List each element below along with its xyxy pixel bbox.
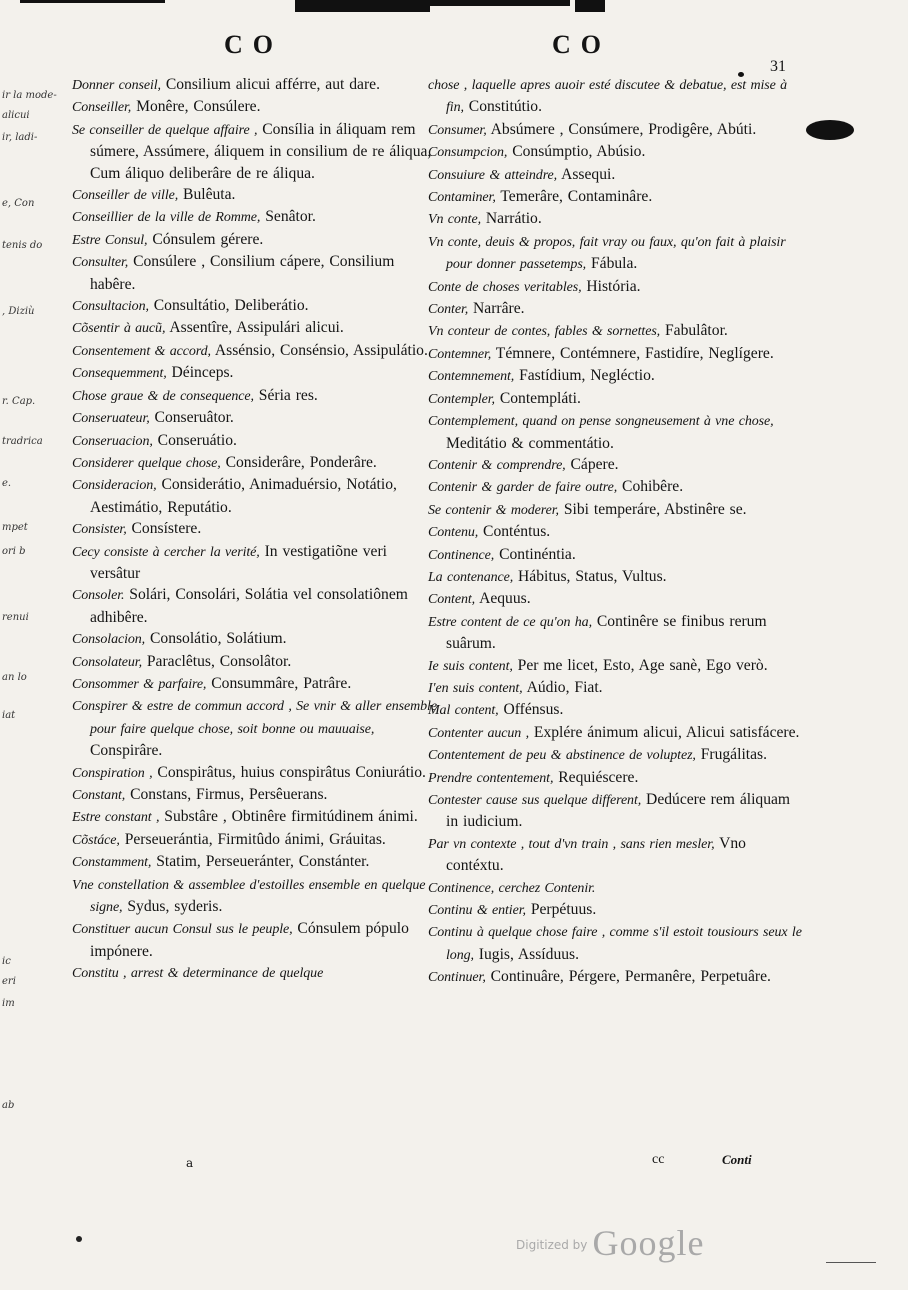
dictionary-entry [428, 789, 804, 833]
french-headword: Consommer & parfaire, [72, 676, 207, 692]
dictionary-entry [72, 317, 438, 339]
french-headword: Conspirer & estre de commun accord , Se vnir & aller ensemble pour faire quelque chose, soit bonne ou mauuaise, [72, 699, 437, 737]
signature-mark: cc [652, 1152, 665, 1167]
margin-note: , Diziù [2, 306, 35, 317]
margin-note: ir la mode- [2, 90, 57, 101]
latin-gloss: Cohibêre. [617, 478, 684, 496]
dictionary-entry [72, 96, 438, 118]
margin-note: ab [2, 1100, 15, 1111]
french-headword: Constant, [72, 788, 126, 803]
latin-gloss: Frugálitas. [695, 746, 767, 764]
margin-note: eri [2, 976, 16, 987]
french-headword: Estre Consul, [72, 232, 148, 248]
dictionary-entry [428, 388, 804, 410]
latin-gloss: Considerâre, Ponderâre. [220, 453, 377, 471]
latin-gloss: História. [581, 277, 641, 295]
margin-note: ir, ladi- [2, 132, 38, 143]
latin-gloss: Temerâre, Contaminâre. [495, 188, 653, 206]
french-headword: Constituer aucun Consul sus le peuple, [72, 922, 293, 938]
french-headword: Conte de choses veritables, [428, 279, 582, 295]
dictionary-entry [428, 566, 804, 588]
latin-gloss: Consúlere , Consilium cápere, Consilium habêre. [90, 253, 395, 293]
dictionary-entry [428, 611, 804, 655]
latin-gloss: Narrâre. [468, 300, 525, 318]
latin-gloss: Constitútio. [463, 98, 543, 116]
french-headword: Contenu, [428, 525, 479, 541]
margin-note: an lo [2, 672, 27, 683]
margin-note: r. Cap. [2, 396, 36, 407]
latin-gloss: Séria res. [253, 386, 318, 404]
dictionary-entry [72, 74, 438, 96]
dictionary-entry [72, 295, 438, 317]
latin-gloss: Sibi temperáre, Abstinêre se. [558, 500, 747, 518]
latin-gloss: Substâre , Obtinêre firmitúdinem ánimi. [159, 808, 418, 826]
dictionary-entry [72, 184, 438, 206]
french-headword: Contentement de peu & abstinence de voluptez, [428, 748, 696, 764]
french-headword: Consumpcion, [428, 145, 508, 161]
dictionary-entry [72, 962, 438, 984]
margin-note: iat [2, 710, 16, 721]
latin-gloss: Statim, Perseueránter, Constánter. [151, 853, 370, 871]
latin-gloss: Offénsus. [498, 701, 564, 719]
dictionary-entry [72, 385, 438, 407]
margin-note: alicui [2, 110, 30, 121]
french-headword: Conseiller, [72, 100, 132, 116]
page-number: 31 [770, 58, 786, 75]
dictionary-entry [428, 119, 804, 141]
french-headword: Mal content, [428, 703, 499, 719]
dictionary-entry [428, 343, 804, 365]
dictionary-entry [428, 833, 804, 877]
latin-gloss: Continéntia. [494, 545, 576, 563]
dictionary-entry [72, 784, 438, 806]
latin-gloss: Consístere. [126, 520, 202, 538]
dictionary-entry [72, 541, 438, 585]
latin-gloss: Consúmptio, Abúsio. [507, 143, 646, 161]
margin-note: mpet [2, 522, 28, 533]
french-headword: Consolacion, [72, 632, 146, 648]
latin-gloss: Consolátio, Solátium. [145, 630, 287, 648]
french-headword: Contemner, [428, 346, 492, 362]
french-headword: Chose graue & de consequence, [72, 388, 254, 404]
margin-note: tradrica [2, 436, 43, 447]
dictionary-entry [428, 899, 804, 921]
latin-gloss: Perseuerántia, Firmitûdo ánimi, Gráuitas. [119, 830, 386, 848]
latin-gloss: Aúdio, Fiat. [522, 678, 603, 696]
dictionary-entry [72, 430, 438, 452]
french-headword: Cecy consiste à cercher la verité, [72, 544, 260, 560]
french-headword: Constitu , arrest & determinance de quelque [72, 966, 324, 982]
latin-gloss: Dedúcere rem áliquam in iudicium. [446, 791, 791, 831]
french-headword: Vne constellation & assemblee d'estoilles ensemble en quelque signe, [72, 877, 426, 916]
french-headword: Prendre contentement, [428, 770, 554, 786]
french-headword: Consolateur, [72, 654, 142, 670]
dictionary-entry [428, 410, 804, 454]
latin-gloss: In vestigatiõne veri versâtur [90, 542, 387, 582]
latin-gloss: Consummâre, Patrâre. [206, 674, 352, 692]
dictionary-entry [72, 829, 438, 851]
french-headword: Conseiller de ville, [72, 188, 179, 204]
french-headword: Cõsentir à aucũ, [72, 321, 166, 337]
french-headword: Conseruateur, [72, 411, 150, 427]
french-headword: Conter, [428, 302, 469, 318]
running-head-left: CO [224, 30, 283, 59]
french-headword: Conseruacion, [72, 433, 153, 449]
latin-gloss: Continêre se finibus rerum suârum. [446, 612, 767, 653]
dictionary-entry [428, 677, 804, 699]
french-headword: Contemnement, [428, 369, 515, 385]
dictionary-entry [72, 407, 438, 429]
dictionary-entry [72, 762, 438, 784]
dictionary-entry [72, 673, 438, 695]
french-headword: Consentement & accord, [72, 343, 211, 359]
french-headword: Contenir & garder de faire outre, [428, 480, 618, 496]
bottom-rule [826, 1262, 876, 1263]
dictionary-entry [72, 474, 438, 518]
dictionary-entry [428, 521, 804, 543]
french-headword: Continence, [428, 547, 495, 563]
french-headword: Consumer, [428, 122, 487, 138]
margin-note: tenis do [2, 240, 43, 251]
dictionary-entry [72, 251, 438, 295]
dictionary-entry [428, 544, 804, 566]
latin-gloss: Contempláti. [494, 389, 581, 407]
latin-gloss: Fabulâtor. [660, 322, 728, 340]
french-headword: Contempler, [428, 391, 495, 407]
ink-dot [76, 1236, 82, 1242]
dictionary-entry [72, 918, 438, 962]
latin-gloss: Cápere. [565, 455, 619, 473]
latin-gloss: Conspirâtus, huius conspirâtus Coniurátio. [152, 763, 426, 781]
dictionary-entry [428, 588, 804, 610]
dictionary-entry [72, 229, 438, 251]
french-headword: Vn conteur de contes, fables & sornettes, [428, 324, 661, 340]
french-headword: Vn conte, deuis & propos, fait vray ou faux, qu'on fait à plaisir pour donner passetemps, [428, 234, 786, 273]
dictionary-entry [428, 966, 804, 988]
latin-gloss: Déinceps. [166, 364, 234, 382]
french-headword: Continu & entier, [428, 903, 526, 919]
catchword-right: Conti [722, 1152, 752, 1167]
french-headword: Continu à quelque chose faire , comme s'il estoit tousiours seux le long, [428, 925, 802, 963]
latin-gloss: Fábula. [586, 255, 638, 273]
dictionary-entry [72, 628, 438, 650]
french-headword: Consultacion, [72, 299, 149, 315]
french-headword: Constamment, [72, 855, 152, 871]
latin-gloss: Consília in áliquam rem súmere, Assúmere, áliquem in consilium de re áliqua, Cum áliquo deliberâre de re áliqua. [90, 120, 432, 182]
right-column [428, 74, 804, 989]
dictionary-entry [428, 74, 804, 119]
french-headword: Consideracion, [72, 478, 157, 494]
left-margin-bleed [0, 60, 57, 1290]
dictionary-entry [72, 851, 438, 873]
latin-gloss: Continuâre, Pérgere, Permanêre, Perpetuâre. [485, 968, 771, 986]
french-headword: Par vn contexte , tout d'vn train , sans rien mesler, [428, 836, 715, 852]
digitized-watermark [516, 1222, 704, 1264]
dictionary-entry [72, 452, 438, 474]
latin-gloss: Considerátio, Animaduérsio, Notátio, Aestimátio, Reputátio. [90, 476, 397, 516]
latin-gloss: Assentîre, Assipulári alicui. [165, 319, 344, 337]
ink-speck [738, 72, 744, 77]
catchword-left: a [186, 1156, 194, 1170]
dictionary-entry [72, 362, 438, 384]
latin-gloss: Per me licet, Esto, Age sanè, Ego verò. [512, 656, 768, 674]
dictionary-entry [428, 476, 804, 498]
dictionary-entry [428, 141, 804, 163]
latin-gloss: Aequus. [475, 590, 531, 608]
french-headword: Consequemment, [72, 366, 167, 382]
latin-gloss: Assénsio, Consénsio, Assipulátio. [210, 341, 428, 359]
latin-gloss: Sydus, syderis. [122, 898, 223, 916]
latin-gloss: Hábitus, Status, Vultus. [513, 567, 667, 585]
margin-note: im [2, 998, 15, 1009]
french-headword: Se contenir & moderer, [428, 502, 559, 518]
dictionary-entry [72, 119, 438, 184]
latin-gloss: Conspirâre. [90, 742, 163, 760]
french-headword: chose , laquelle apres auoir esté discutee & debatue, est mise à fin, [428, 78, 788, 116]
dictionary-entry [428, 454, 804, 476]
dictionary-entry [428, 276, 804, 298]
french-headword: Contenir & comprendre, [428, 457, 566, 473]
french-headword: Continuer, [428, 970, 486, 986]
dictionary-entry [428, 365, 804, 387]
dictionary-entry [72, 206, 438, 228]
french-headword: Estre constant , [72, 810, 160, 826]
dictionary-entry [428, 208, 804, 230]
french-headword: Vn conte, [428, 212, 481, 228]
dictionary-entry [72, 584, 438, 628]
french-headword: Conspiration , [72, 765, 153, 781]
dictionary-entry [428, 655, 804, 677]
running-head-right: CO [552, 30, 611, 59]
french-headword: Contaminer, [428, 190, 496, 206]
dictionary-entry [428, 298, 804, 320]
google-logo: Google [592, 1223, 705, 1263]
dictionary-entry [428, 186, 804, 208]
latin-gloss: Témnere, Contémnere, Fastidíre, Neglígere. [491, 344, 774, 362]
margin-note: e, Con [2, 198, 35, 209]
french-headword: La contenance, [428, 569, 514, 585]
latin-gloss: Vno contéxtu. [446, 834, 746, 875]
latin-gloss: Iugis, Assíduus. [473, 945, 580, 963]
latin-gloss: Requiéscere. [553, 768, 639, 786]
ink-blot [806, 120, 854, 140]
watermark-prefix: Digitized by [516, 1238, 588, 1252]
latin-gloss: Perpétuus. [525, 901, 597, 919]
french-headword: Content, [428, 592, 476, 608]
latin-gloss: Conténtus. [478, 523, 551, 541]
dictionary-entry [428, 921, 804, 966]
dictionary-entry [428, 877, 804, 899]
dictionary-entry [428, 744, 804, 766]
latin-gloss: Cónsulem gérere. [147, 230, 264, 248]
latin-gloss: Paraclêtus, Consolâtor. [141, 652, 292, 670]
scan-top-edge [0, 0, 908, 16]
dictionary-entry [428, 699, 804, 721]
dictionary-entry [428, 499, 804, 521]
dictionary-entry [72, 874, 438, 919]
latin-gloss: Constans, Firmus, Persêuerans. [125, 786, 328, 803]
margin-note: ic [2, 956, 11, 967]
margin-note: ori b [2, 546, 26, 557]
latin-gloss: Senâtor. [260, 208, 316, 226]
latin-gloss: Bulêuta. [178, 186, 236, 204]
dictionary-entry [428, 320, 804, 342]
french-headword: Considerer quelque chose, [72, 455, 221, 471]
latin-gloss: Monêre, Consúlere. [131, 98, 261, 116]
latin-gloss: Conseruâtor. [149, 409, 234, 427]
french-headword: Consister, [72, 522, 127, 538]
french-headword: I'en suis content, [428, 680, 523, 696]
margin-note: e. [2, 478, 12, 489]
dictionary-entry [72, 340, 438, 362]
french-headword: Ie suis content, [428, 658, 513, 674]
french-headword: Cõstáce, [72, 832, 120, 848]
french-headword: Contester cause sus quelque different, [428, 793, 642, 808]
dictionary-entry [428, 722, 804, 744]
latin-gloss: Fastídium, Negléctio. [514, 367, 655, 385]
dictionary-entry [72, 695, 438, 761]
french-headword: Se conseiller de quelque affaire , [72, 122, 258, 138]
french-headword: Conseillier de la ville de Romme, [72, 210, 261, 226]
left-column [72, 74, 438, 985]
french-headword: Contenter aucun , [428, 725, 530, 741]
dictionary-entry [72, 806, 438, 828]
latin-gloss: Explére ánimum alicui, Alicui satisfácere. [529, 723, 800, 741]
dictionary-entry [72, 651, 438, 673]
latin-gloss: Consilium alicui afférre, aut dare. [160, 76, 380, 93]
french-headword: Consuiure & atteindre, [428, 167, 558, 183]
latin-gloss: Absúmere , Consúmere, Prodigêre, Abúti. [486, 120, 757, 138]
french-headword: Continence, cerchez Contenir. [428, 880, 596, 896]
latin-gloss: Meditátio & commentátio. [446, 434, 614, 452]
latin-gloss: Assequi. [557, 165, 616, 183]
french-headword: Contemplement, quand on pense songneusement à vne chose, [428, 414, 774, 430]
french-headword: Estre content de ce qu'on ha, [428, 614, 592, 630]
dictionary-entry [428, 164, 804, 186]
dictionary-entry [428, 767, 804, 789]
dictionary-entry [72, 518, 438, 540]
french-headword: Donner conseil, [72, 78, 161, 93]
french-headword: Consoler. [72, 588, 125, 604]
latin-gloss: Narrátio. [480, 210, 542, 228]
latin-gloss: Conseruátio. [152, 431, 237, 449]
french-headword: Consulter, [72, 255, 129, 271]
margin-note: renui [2, 612, 29, 623]
latin-gloss: Solári, Consolári, Solátia vel consolatiônem adhibêre. [90, 586, 408, 626]
latin-gloss: Cónsulem pópulo impónere. [90, 920, 409, 960]
dictionary-entry [428, 231, 804, 276]
latin-gloss: Consultátio, Deliberátio. [148, 297, 309, 315]
